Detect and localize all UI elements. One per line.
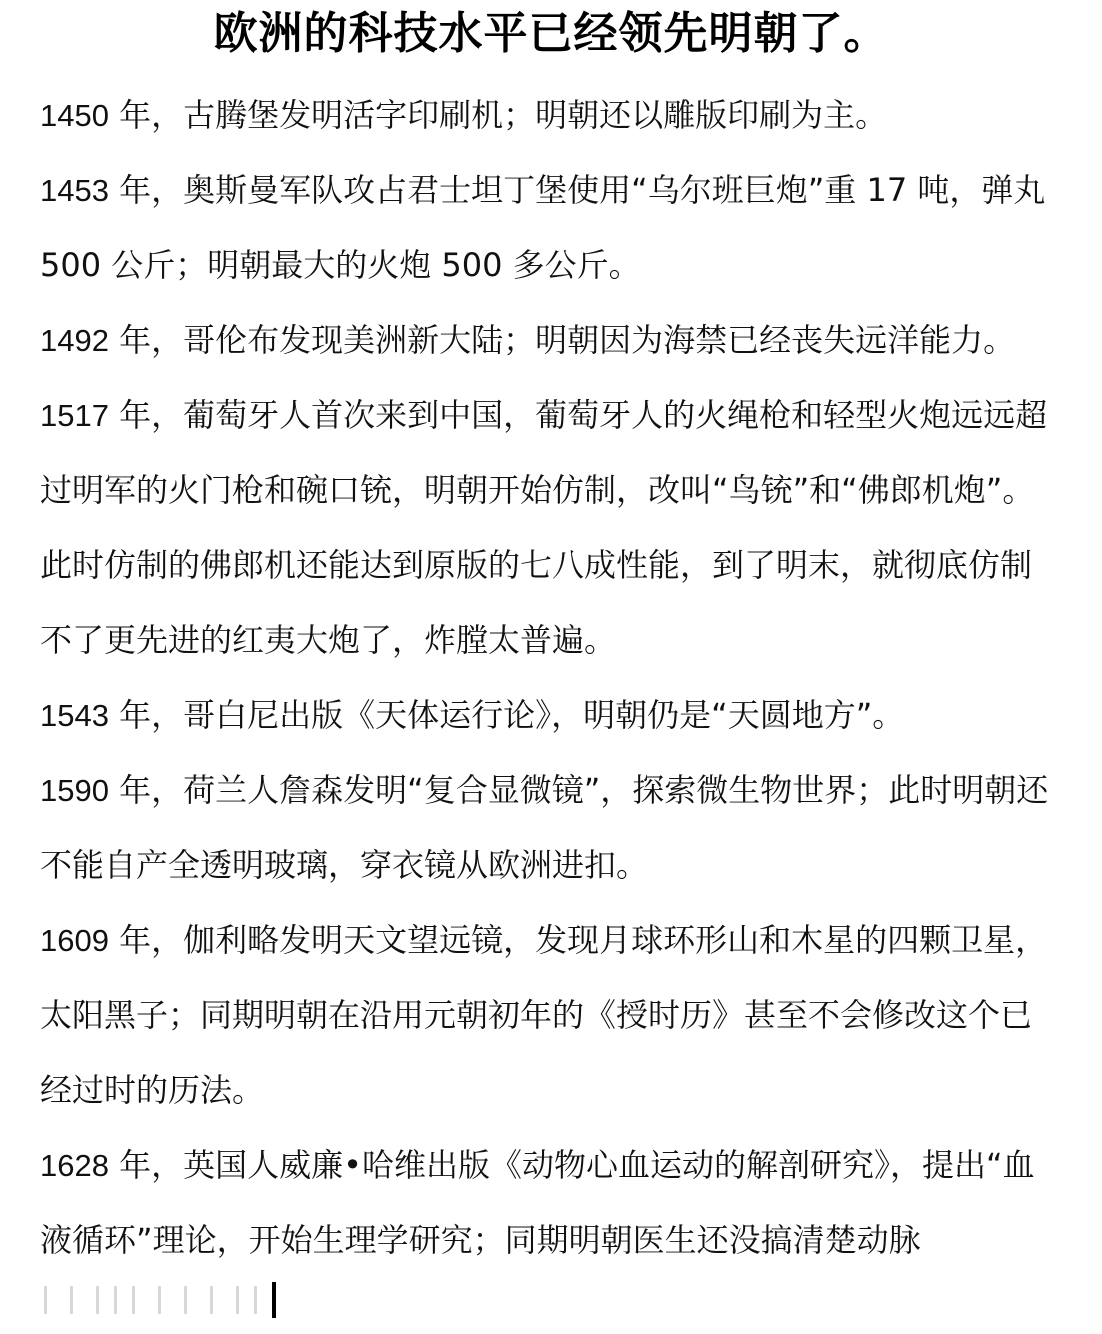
- entry-text: 年，葡萄牙人首次来到中国，葡萄牙人的火绳枪和轻型火炮远远超过明军的火门枪和碗口铳，明朝开始仿制，改叫“鸟铳”和“佛郎机炮”。此时仿制的佛郎机还能达到原版的七八成性能，到了明末，就彻底仿制不了更先进的红夷大炮了，炸膛太普遍。: [40, 396, 1048, 659]
- entry-text: 年，哥白尼出版《天体运行论》，明朝仍是“天圆地方”。: [108, 696, 905, 734]
- paragraph-1590: [40, 753, 1050, 903]
- entry-text: 年，荷兰人詹森发明“复合显微镜”，探索微生物世界；此时明朝还不能自产全透明玻璃，穿衣镜从欧洲进扣。: [40, 771, 1049, 884]
- entry-year: 1590: [40, 773, 109, 808]
- text-caret: [272, 1282, 276, 1318]
- entry-year: 1492: [40, 323, 109, 358]
- entry-text: 年，哥伦布发现美洲新大陆；明朝因为海禁已经丧失远洋能力。: [108, 321, 1016, 359]
- ghost-mark: [210, 1286, 213, 1314]
- entry-text: 年，伽利略发明天文望远镜，发现月球环形山和木星的四颗卫星，太阳黑子；同期明朝在沿用元朝初年的《授时历》甚至不会修改这个已经过时的历法。: [40, 921, 1048, 1109]
- paragraph-1543: [40, 678, 1050, 753]
- document-title: 欧洲的科技水平已经领先明朝了。: [213, 8, 889, 59]
- paragraph-1450: [40, 78, 1050, 153]
- entry-year: 1517: [40, 398, 109, 433]
- ghost-mark: [254, 1286, 257, 1314]
- ghost-mark: [158, 1286, 161, 1314]
- ghost-mark: [114, 1286, 117, 1314]
- text-cursor-area[interactable]: [40, 1280, 360, 1320]
- entry-year: 1628: [40, 1148, 109, 1183]
- entry-text: 年，英国人威廉•哈维出版《动物心血运动的解剖研究》，提出“血液循环”理论，开始生理学研究；同期明朝医生还没搞清楚动脉: [40, 1146, 1035, 1259]
- ghost-mark: [236, 1286, 239, 1314]
- entry-year: 1609: [40, 923, 109, 958]
- entry-text: 年，奥斯曼军队攻占君士坦丁堡使用“乌尔班巨炮”重 17 吨，弹丸 500 公斤；明朝最大的火炮 500 多公斤。: [40, 171, 1046, 284]
- ghost-mark: [44, 1286, 47, 1314]
- document-body: [40, 78, 1050, 1278]
- paragraph-1609: [40, 903, 1050, 1128]
- paragraph-1453: [40, 153, 1050, 303]
- ghost-mark: [96, 1286, 99, 1314]
- paragraph-1517: [40, 378, 1050, 678]
- paragraph-1628: [40, 1128, 1050, 1278]
- ghost-mark: [70, 1286, 73, 1314]
- ghost-mark: [132, 1286, 135, 1314]
- entry-year: 1450: [40, 98, 109, 133]
- entry-text: 年，古腾堡发明活字印刷机；明朝还以雕版印刷为主。: [108, 96, 888, 134]
- paragraph-1492: [40, 303, 1050, 378]
- ghost-mark: [184, 1286, 187, 1314]
- entry-year: 1543: [40, 698, 109, 733]
- entry-year: 1453: [40, 173, 109, 208]
